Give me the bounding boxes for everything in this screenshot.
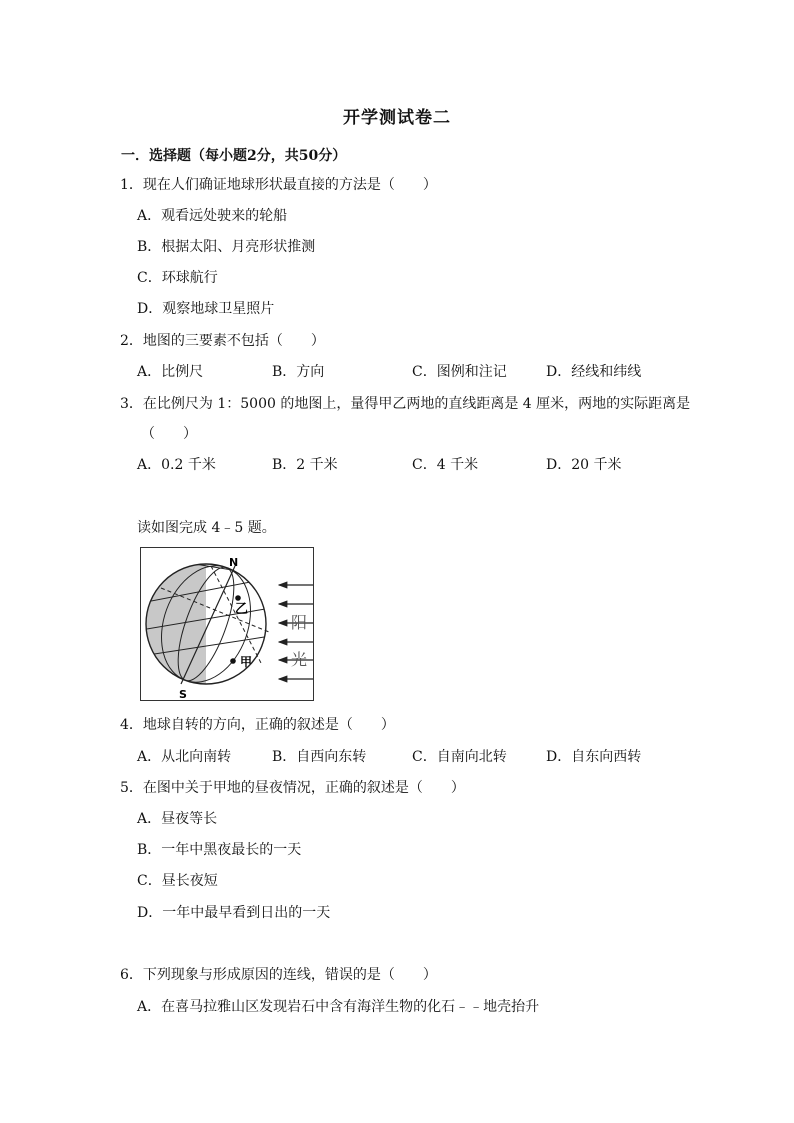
question-5-option-c: C．昼长夜短 bbox=[137, 873, 218, 889]
question-4-option-a: A．从北向南转 bbox=[137, 749, 232, 765]
question-4-option-b: B．自西向东转 bbox=[272, 749, 367, 765]
question-1-option-a: A．观看远处驶来的轮船 bbox=[137, 208, 288, 224]
question-1-option-b: B．根据太阳、月亮形状推测 bbox=[137, 239, 316, 255]
question-4-stem: 4．地球自转的方向，正确的叙述是（ ） bbox=[120, 717, 395, 733]
question-2-option-c: C．图例和注记 bbox=[412, 364, 507, 380]
south-label: S bbox=[179, 688, 187, 700]
question-2-stem: 2．地图的三要素不包括（ ） bbox=[120, 333, 325, 349]
question-1-stem: 1．现在人们确证地球形状最直接的方法是（ ） bbox=[120, 177, 437, 193]
point-jia-label: 甲 bbox=[240, 655, 253, 669]
question-5-option-b: B．一年中黑夜最长的一天 bbox=[137, 842, 302, 858]
point-yi-label: 乙 bbox=[235, 602, 249, 617]
section-heading: 一．选择题（每小题2分，共50分） bbox=[121, 148, 347, 164]
question-5-option-a: A．昼夜等长 bbox=[137, 811, 218, 827]
question-3-stem: 3．在比例尺为 1：5000 的地图上，量得甲乙两地的直线距离是 4 厘米，两地的实际距离是 bbox=[120, 396, 691, 412]
question-4-option-c: C．自南向北转 bbox=[412, 749, 507, 765]
north-label: N bbox=[229, 556, 239, 569]
question-5-stem: 5．在图中关于甲地的昼夜情况，正确的叙述是（ ） bbox=[120, 780, 465, 796]
point-jia-dot bbox=[230, 658, 236, 664]
question-3-option-d: D．20 千米 bbox=[546, 457, 622, 473]
question-3-option-c: C．4 千米 bbox=[412, 457, 479, 473]
sunlight-label-1: 阳 bbox=[291, 613, 308, 632]
figure-intro: 读如图完成 4﹣5 题。 bbox=[137, 520, 276, 536]
question-3-option-b: B．2 千米 bbox=[272, 457, 338, 473]
question-3-stem-cont: （ ） bbox=[141, 426, 197, 442]
question-5-option-d: D．一年中最早看到日出的一天 bbox=[137, 905, 331, 921]
earth-illumination-figure bbox=[140, 547, 314, 701]
question-3-option-a: A．0.2 千米 bbox=[137, 457, 216, 473]
question-4-option-d: D．自东向西转 bbox=[546, 749, 642, 765]
question-6-stem: 6．下列现象与形成原因的连线，错误的是（ ） bbox=[120, 967, 437, 983]
question-6-option-a: A．在喜马拉雅山区发现岩石中含有海洋生物的化石﹣﹣地壳抬升 bbox=[137, 999, 540, 1015]
question-2-option-d: D．经线和纬线 bbox=[546, 364, 642, 380]
point-yi-dot bbox=[235, 595, 241, 601]
question-2-option-b: B．方向 bbox=[272, 364, 325, 380]
page-title: 开学测试卷二 bbox=[343, 108, 451, 128]
question-1-option-c: C．环球航行 bbox=[137, 270, 218, 286]
sunlight-label-2: 光 bbox=[291, 650, 308, 669]
question-1-option-d: D．观察地球卫星照片 bbox=[137, 301, 275, 317]
question-2-option-a: A．比例尺 bbox=[137, 364, 204, 380]
earth-diagram bbox=[141, 548, 313, 700]
